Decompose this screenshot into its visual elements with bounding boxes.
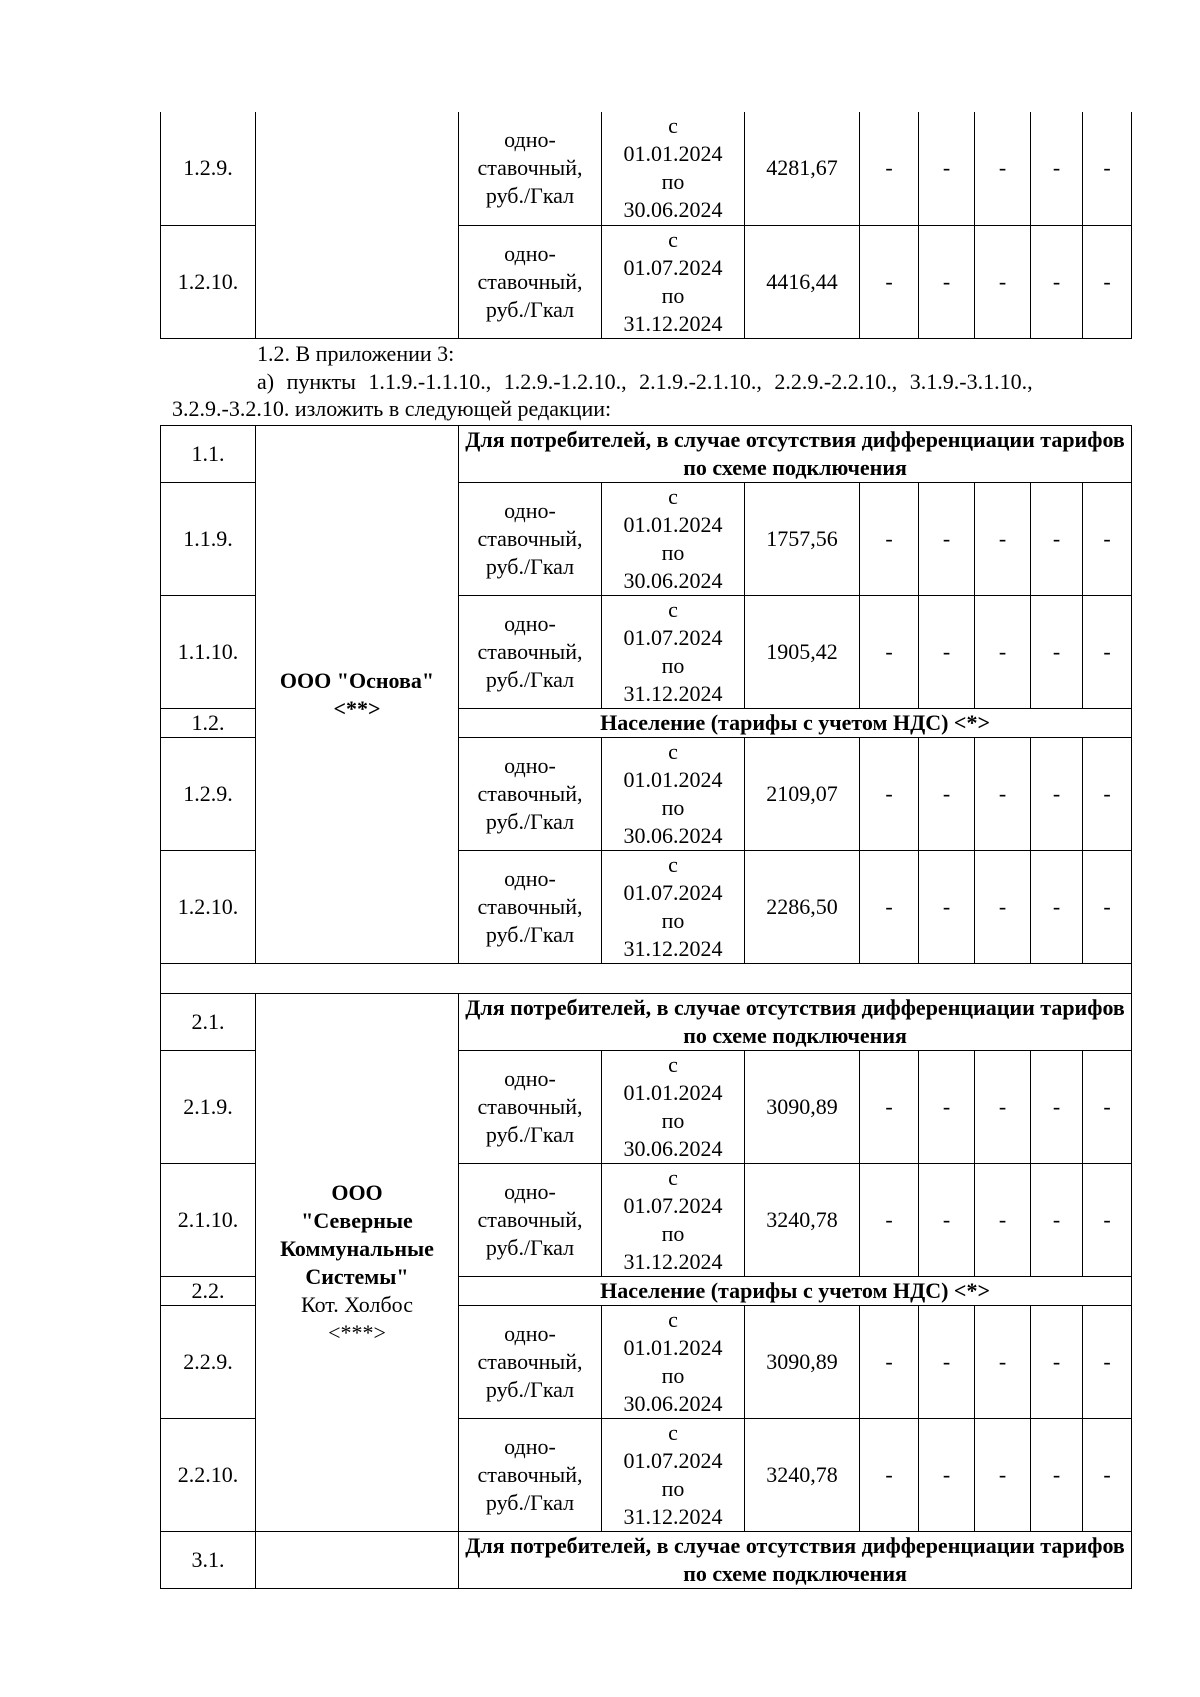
tariff-value: 1757,56	[745, 483, 860, 596]
tariff-value: 3240,78	[745, 1419, 860, 1532]
empty-value: -	[919, 851, 975, 964]
tariff-value: 3090,89	[745, 1051, 860, 1164]
organization-name: ООО "Северные Коммунальные Системы"	[280, 1179, 434, 1289]
empty-value: -	[1083, 1051, 1132, 1164]
table-row	[161, 112, 1132, 225]
empty-value: -	[860, 112, 919, 225]
main-rows	[161, 426, 1132, 1589]
empty-value: -	[1031, 738, 1083, 851]
top-rows	[161, 112, 1132, 338]
empty-value: -	[860, 851, 919, 964]
spacer-row	[161, 964, 1132, 994]
period: с 01.01.2024 по 30.06.2024	[602, 738, 745, 851]
empty-value: -	[1083, 1164, 1132, 1277]
row-number: 1.2.	[161, 709, 256, 738]
consumers-header: Для потребителей, в случае отсутствия дифференциации тарифов по схеме подключения	[459, 994, 1132, 1051]
period: с 01.01.2024 по 30.06.2024	[602, 483, 745, 596]
empty-value: -	[860, 225, 919, 338]
row-number: 3.1.	[161, 1532, 256, 1589]
empty-value: -	[860, 596, 919, 709]
organization-note: <**>	[333, 695, 381, 721]
consumers-header: Для потребителей, в случае отсутствия дифференциации тарифов по схеме подключения	[459, 1532, 1132, 1589]
paragraph-line-1: 1.2. В приложении 3:	[257, 341, 455, 366]
period: с 01.07.2024 по 31.12.2024	[602, 596, 745, 709]
empty-value: -	[1083, 1306, 1132, 1419]
empty-value: -	[975, 483, 1031, 596]
empty-value: -	[919, 1306, 975, 1419]
organization-cell	[256, 112, 459, 338]
empty-value: -	[919, 596, 975, 709]
empty-value: -	[1031, 1051, 1083, 1164]
empty-value: -	[1083, 483, 1132, 596]
empty-value: -	[1083, 596, 1132, 709]
tariff-value: 2109,07	[745, 738, 860, 851]
empty-value: -	[919, 1051, 975, 1164]
period: с 01.01.2024 по 30.06.2024	[602, 1051, 745, 1164]
empty-value: -	[975, 851, 1031, 964]
tariff-type: одно- ставочный, руб./Гкал	[459, 1164, 602, 1277]
tariff-value: 4416,44	[745, 225, 860, 338]
empty-value: -	[919, 738, 975, 851]
tariff-type: одно- ставочный, руб./Гкал	[459, 483, 602, 596]
empty-value: -	[1083, 738, 1132, 851]
empty-value: -	[860, 483, 919, 596]
empty-value: -	[1083, 225, 1132, 338]
empty-value: -	[1031, 1306, 1083, 1419]
group-header-row	[161, 994, 1132, 1051]
organization-note: <***>	[328, 1319, 386, 1345]
organization-location: Кот. Холбос	[301, 1291, 413, 1317]
paragraph-line-3: 3.2.9.-3.2.10. изложить в следующей редакции:	[172, 396, 612, 421]
empty-value: -	[919, 1164, 975, 1277]
row-number: 1.1.9.	[161, 483, 256, 596]
empty-value: -	[1031, 483, 1083, 596]
population-header: Население (тарифы с учетом НДС) <*>	[459, 1277, 1132, 1306]
row-number: 1.2.10.	[161, 851, 256, 964]
tariff-value: 1905,42	[745, 596, 860, 709]
tariff-type: одно- ставочный, руб./Гкал	[459, 738, 602, 851]
empty-value: -	[919, 1419, 975, 1532]
empty-value: -	[975, 1051, 1031, 1164]
empty-value: -	[1031, 596, 1083, 709]
empty-value: -	[860, 1419, 919, 1532]
period: с 01.07.2024 по 31.12.2024	[602, 851, 745, 964]
period: с 01.01.2024 по 30.06.2024	[602, 1306, 745, 1419]
tariff-value: 3090,89	[745, 1306, 860, 1419]
tariff-type: одно- ставочный, руб./Гкал	[459, 112, 602, 225]
empty-value: -	[1083, 851, 1132, 964]
group-header-row	[161, 1532, 1132, 1589]
row-number: 1.2.9.	[161, 738, 256, 851]
row-number: 2.2.9.	[161, 1306, 256, 1419]
tariff-table-main	[160, 425, 1132, 1589]
tariff-type: одно- ставочный, руб./Гкал	[459, 1051, 602, 1164]
empty-value: -	[1031, 1419, 1083, 1532]
empty-value: -	[1083, 112, 1132, 225]
period: с 01.07.2024 по 31.12.2024	[602, 1164, 745, 1277]
empty-value: -	[860, 1164, 919, 1277]
row-number: 1.2.9.	[161, 112, 256, 225]
period: с 01.07.2024 по 31.12.2024	[602, 1419, 745, 1532]
organization-cell	[256, 994, 459, 1532]
paragraph-line-2: а) пункты 1.1.9.-1.1.10., 1.2.9.-1.2.10., 2.1.9.-2.1.10., 2.2.9.-2.2.10., 3.1.9.-3.1.10.,	[257, 369, 1033, 394]
row-number: 2.2.10.	[161, 1419, 256, 1532]
organization-name: ООО "Основа"	[279, 667, 435, 693]
period: с 01.07.2024 по 31.12.2024	[602, 225, 745, 338]
empty-value: -	[1031, 112, 1083, 225]
row-number: 1.1.10.	[161, 596, 256, 709]
tariff-value: 2286,50	[745, 851, 860, 964]
empty-value: -	[975, 225, 1031, 338]
empty-value: -	[975, 738, 1031, 851]
consumers-header: Для потребителей, в случае отсутствия дифференциации тарифов по схеме подключения	[459, 426, 1132, 483]
tariff-value: 3240,78	[745, 1164, 860, 1277]
tariff-type: одно- ставочный, руб./Гкал	[459, 1306, 602, 1419]
population-header: Население (тарифы с учетом НДС) <*>	[459, 709, 1132, 738]
tariff-type: одно- ставочный, руб./Гкал	[459, 225, 602, 338]
period: с 01.01.2024 по 30.06.2024	[602, 112, 745, 225]
row-number: 2.1.	[161, 994, 256, 1051]
empty-value: -	[975, 1164, 1031, 1277]
empty-value: -	[1083, 1419, 1132, 1532]
organization-cell	[256, 426, 459, 964]
tariff-value: 4281,67	[745, 112, 860, 225]
group-header-row	[161, 426, 1132, 483]
tariff-type: одно- ставочный, руб./Гкал	[459, 851, 602, 964]
empty-value: -	[1031, 1164, 1083, 1277]
tariff-type: одно- ставочный, руб./Гкал	[459, 1419, 602, 1532]
row-number: 1.1.	[161, 426, 256, 483]
tariff-type: одно- ставочный, руб./Гкал	[459, 596, 602, 709]
organization-cell	[256, 1532, 459, 1589]
empty-value: -	[919, 483, 975, 596]
row-number: 1.2.10.	[161, 225, 256, 338]
empty-value: -	[860, 1306, 919, 1419]
row-number: 2.1.10.	[161, 1164, 256, 1277]
tariff-table-continuation	[160, 112, 1132, 339]
row-number: 2.1.9.	[161, 1051, 256, 1164]
empty-value: -	[919, 225, 975, 338]
empty-value: -	[860, 738, 919, 851]
empty-value: -	[860, 1051, 919, 1164]
empty-value: -	[1031, 851, 1083, 964]
empty-value: -	[975, 112, 1031, 225]
row-number: 2.2.	[161, 1277, 256, 1306]
empty-value: -	[975, 1306, 1031, 1419]
empty-value: -	[975, 1419, 1031, 1532]
empty-value: -	[1031, 225, 1083, 338]
empty-value: -	[919, 112, 975, 225]
spacer-cell	[161, 964, 1132, 994]
empty-value: -	[975, 596, 1031, 709]
